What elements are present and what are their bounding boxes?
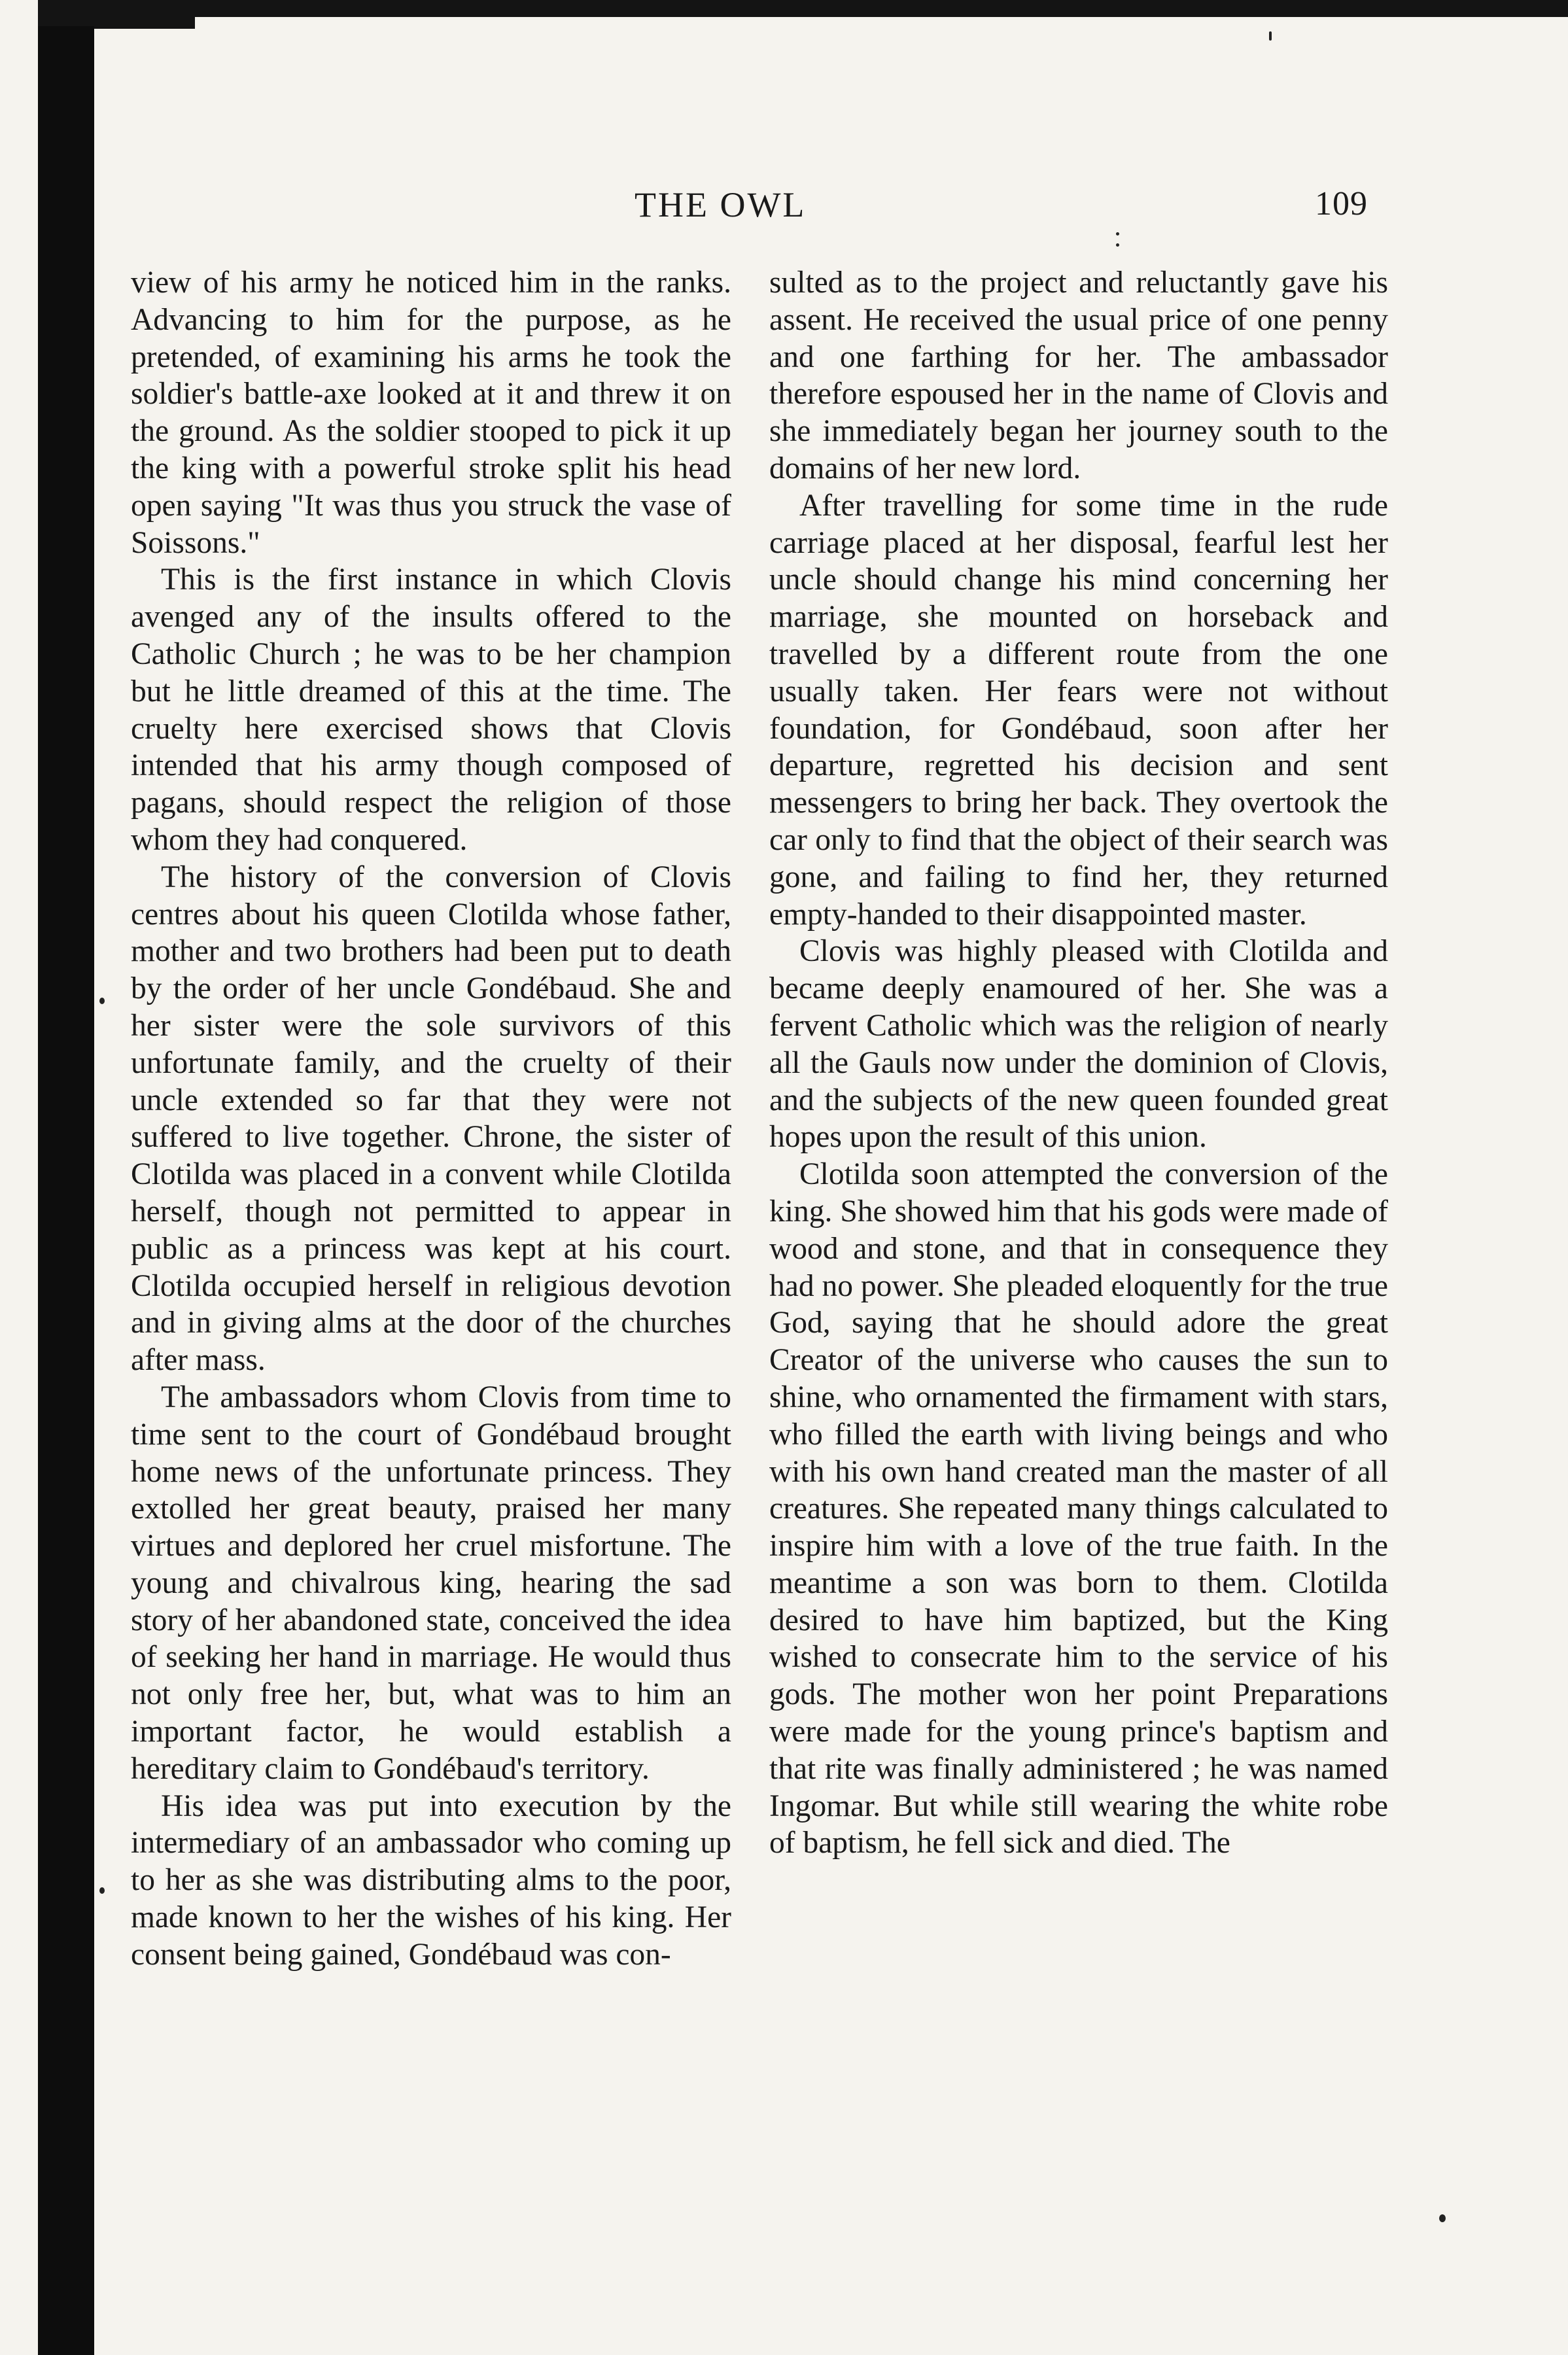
ink-speck: [99, 998, 105, 1004]
left-column: [131, 264, 731, 1974]
running-title: THE OWL: [635, 185, 807, 224]
ink-speck: [99, 1887, 105, 1894]
ink-speck: [1116, 243, 1119, 247]
right-paragraph-1: sulted as to the project and reluctantly gave his assent. He received the usual price of one penny and one farthing for her. The ambassador therefore espoused her in the name of Clovis and she immediately began her journey south to the domains of her new lord.: [769, 266, 1388, 485]
ink-speck: [1439, 2214, 1446, 2222]
page-number: 109: [1315, 185, 1368, 222]
running-head: [0, 184, 1568, 237]
page-binding-edge: [38, 26, 94, 2355]
right-paragraph-2: After travelling for some time in the rude carriage placed at her disposal, fearful lest her uncle should change his mind concerning her marriage, she mounted on horseback and travelled by a different route from the one usually taken. Her fears were not without foundation, for Gondébaud, soon after her departure, regretted his decision and sent messengers to bring her back. They overtook the car only to find that the object of their search was gone, and failing to find her, they returned empty-handed to their disappointed master.: [769, 488, 1388, 932]
ink-speck: [1116, 232, 1119, 236]
left-paragraph-5: His idea was put into execution by the intermediary of an ambassador who coming up to her as she was distributing alms to the poor, made known to her the wishes of his king. Her consent being gained, Gondébaud was con-: [131, 1788, 731, 1972]
right-paragraph-4: Clotilda soon attempted the conversion of the king. She showed him that his gods were made of wood and stone, and that in consequence they had no power. She pleaded eloquently for the true God, saying that he should adore the great Creator of the universe who causes the sun to shine, who ornamented the firmament with stars, who filled the earth with living beings and who with his own hand created man the master of all creatures. She repeated many things calculated to inspire him with a love of the true faith. In the meantime a son was born to them. Clotilda desired to have him baptized, but the King wished to consecrate him to the service of his gods. The mother won her point Preparations were made for the young prince's baptism and that rite was finally administered ; he was named Ingomar. But while still wearing the white robe of baptism, he fell sick and died. The: [769, 1157, 1388, 1860]
ink-speck: [1269, 31, 1272, 41]
right-column: [769, 264, 1388, 1862]
left-paragraph-4: The ambassadors whom Clovis from time to time sent to the court of Gondébaud brought home news of the unfortunate princess. They extolled her great beauty, praised her many virtues and deplored her cruel misfortune. The young and chivalrous king, hearing the sad story of her abandoned state, conceived the idea of seeking her hand in marriage. He would thus not only free her, but, what was to him an important factor, he would establish a hereditary claim to Gondébaud's territory.: [131, 1380, 731, 1786]
page-top-border: [38, 0, 1568, 17]
left-paragraph-1: view of his army he noticed him in the ranks. Advancing to him for the purpose, as he pretended, of examining his arms he took the soldier's battle-axe looked at it and threw it on the ground. As the soldier stooped to pick it up the king with a powerful stroke split his head open saying "It was thus you struck the vase of Soissons.": [131, 266, 731, 560]
left-paragraph-3: The history of the conversion of Clovis centres about his queen Clotilda whose father, mother and two brothers had been put to death by the order of her uncle Gondébaud. She and her sister were the sole survivors of this unfortunate family, and the cruelty of their uncle extended so far that they were not suffered to live together. Chrone, the sister of Clotilda was placed in a convent while Clotilda herself, though not permitted to appear in public as a princess was kept at his court. Clotilda occupied herself in religious devotion and in giving alms at the door of the churches after mass.: [131, 860, 731, 1378]
left-paragraph-2: This is the first instance in which Clovis avenged any of the insults offered to the Catholic Church ; he was to be her champion but he little dreamed of this at the time. The cruelty here exercised shows that Clovis intended that his army though composed of pagans, should respect the religion of those whom they had conquered.: [131, 563, 731, 857]
right-paragraph-3: Clovis was highly pleased with Clotilda and became deeply enamoured of her. She was a fervent Catholic which was the religion of nearly all the Gauls now under the dominion of Clovis, and the subjects of the new queen founded great hopes upon the result of this union.: [769, 934, 1388, 1155]
